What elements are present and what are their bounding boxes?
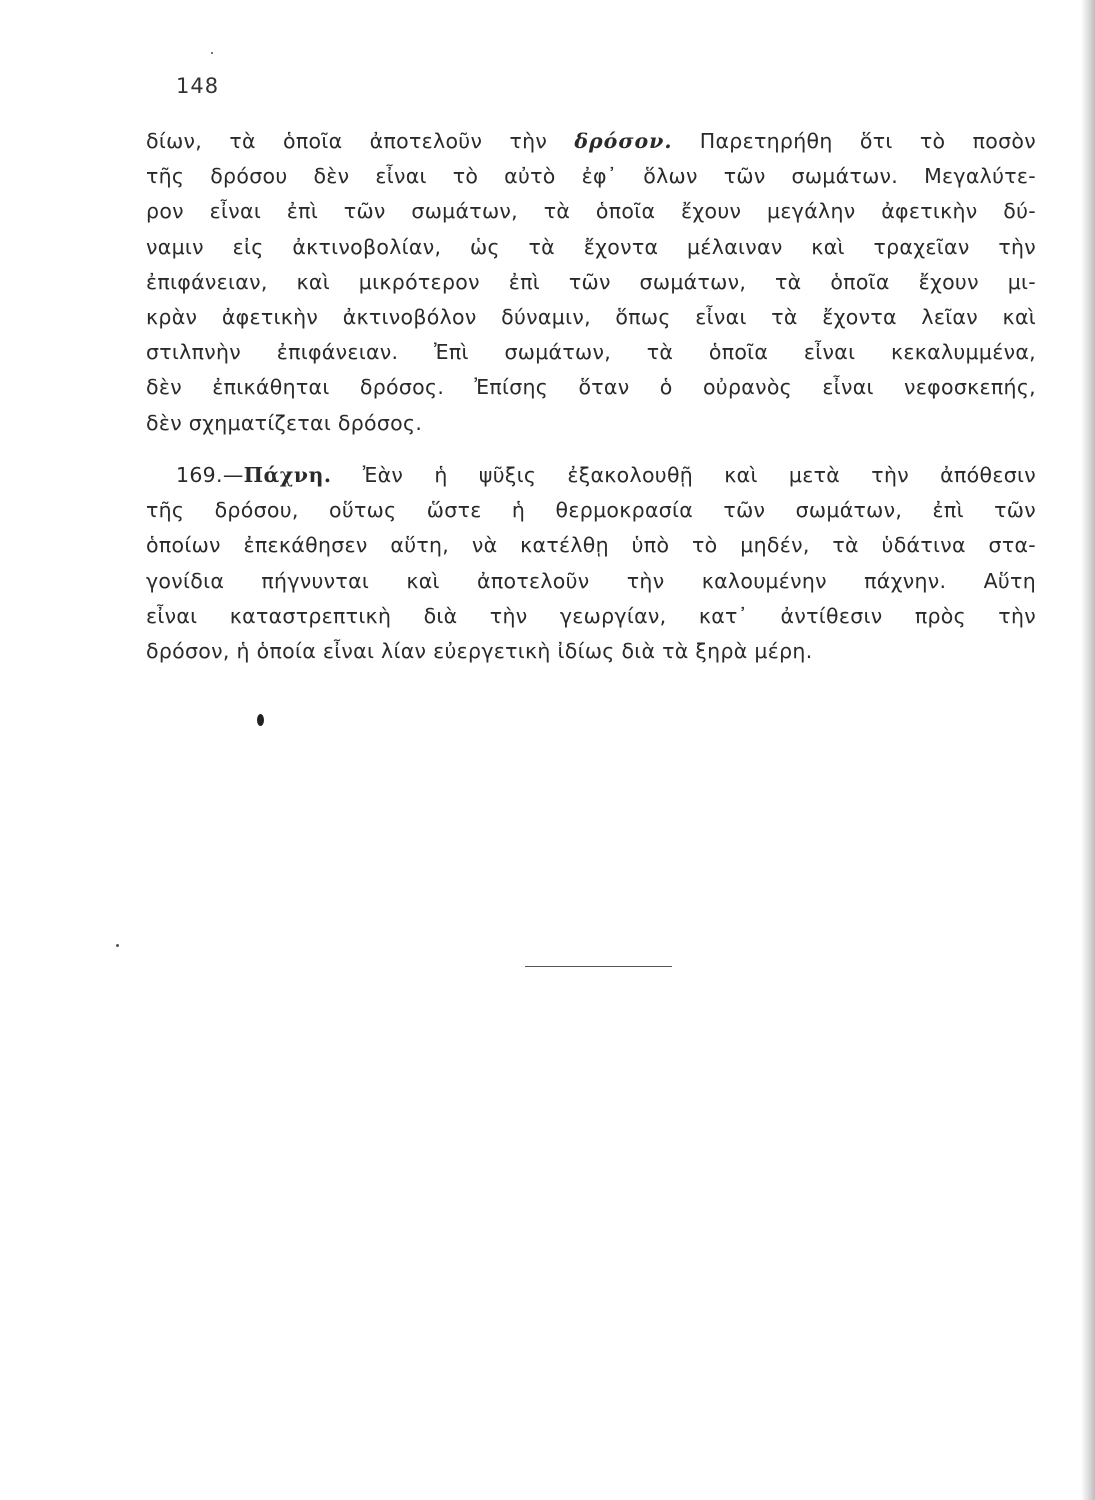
- text-line: ὁποίων ἐπεκάθησεν αὕτη, νὰ κατέλθῃ ὑπὸ τὸ μηδέν, τὰ ὑδάτινα στα-: [146, 533, 1036, 558]
- text-line: δὲν σχηματίζεται δρόσος.: [146, 410, 423, 435]
- section-heading: Πάχνη.: [243, 463, 332, 487]
- text-line: κρὰν ἀφετικὴν ἀκτινοβόλον δύναμιν, ὅπως εἶναι τὰ ἔχοντα λεῖαν καὶ: [146, 304, 1036, 329]
- text-line: ρον εἶναι ἐπὶ τῶν σωμάτων, τὰ ὁποῖα ἔχουν μεγάλην ἀφετικὴν δύ-: [146, 199, 1036, 224]
- text-line: 169.—Πάχνη. Ἐὰν ἡ ψῦξις ἐξακολουθῇ καὶ μετὰ τὴν ἀπόθεσιν: [176, 463, 1036, 487]
- term-dew: δρόσον.: [574, 129, 673, 153]
- text-line: δὲν ἐπικάθηται δρόσος. Ἐπίσης ὅταν ὁ οὐρανὸς εἶναι νεφοσκεπής,: [146, 375, 1036, 400]
- text-line: ἐπιφάνειαν, καὶ μικρότερον ἐπὶ τῶν σωμάτων, τὰ ὁποῖα ἔχουν μι-: [146, 269, 1036, 294]
- text-line: στιλπνὴν ἐπιφάνειαν. Ἐπὶ σωμάτων, τὰ ὁποῖα εἶναι κεκαλυμμένα,: [146, 340, 1036, 365]
- text-line: δίων, τὰ ὁποῖα ἀποτελοῦν τὴν δρόσον. Παρετηρήθη ὅτι τὸ ποσὸν: [146, 129, 1036, 153]
- text-line: δρόσον, ἡ ὁποία εἶναι λίαν εὐεργετικὴ ἰδίως διὰ τὰ ξηρὰ μέρη.: [146, 638, 813, 663]
- section-number: 169.—: [176, 463, 244, 487]
- ink-speck: [116, 944, 119, 947]
- page-number: 148: [176, 74, 220, 98]
- text-line: τῆς δρόσου, οὕτως ὥστε ἡ θερμοκρασία τῶν σωμάτων, ἐπὶ τῶν: [146, 498, 1036, 523]
- page-edge-shadow: [1081, 0, 1095, 1500]
- text-line: εἶναι καταστρεπτικὴ διὰ τὴν γεωργίαν, κατ᾽ ἀντίθεσιν πρὸς τὴν: [146, 603, 1036, 628]
- end-rule: [525, 966, 672, 967]
- paragraph-frost: [146, 458, 1036, 669]
- paragraph-dew: [146, 124, 1036, 441]
- text-line: γονίδια πήγνυνται καὶ ἀποτελοῦν τὴν καλουμένην πάχνην. Αὕτη: [146, 568, 1036, 593]
- text-line: τῆς δρόσου δὲν εἶναι τὸ αὐτὸ ἐφ᾽ ὅλων τῶν σωμάτων. Μεγαλύτε-: [146, 164, 1036, 189]
- ink-dot: [257, 714, 264, 726]
- ink-speck: [211, 52, 213, 54]
- text-line: ναμιν εἰς ἀκτινοβολίαν, ὡς τὰ ἔχοντα μέλαιναν καὶ τραχεῖαν τὴν: [146, 234, 1036, 259]
